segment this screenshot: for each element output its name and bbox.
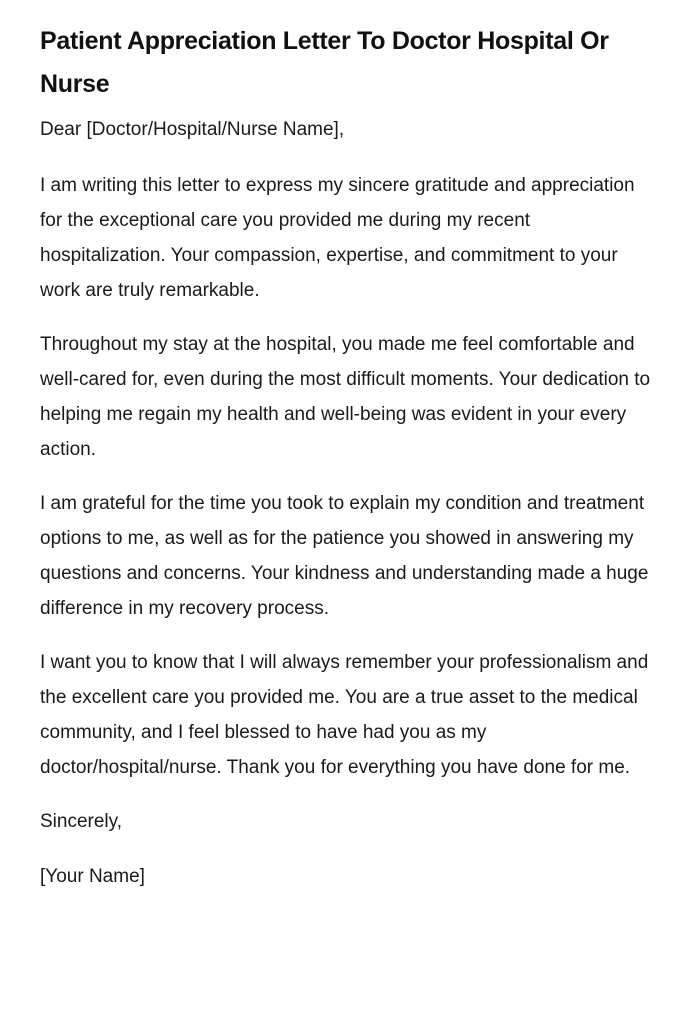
letter-title: Patient Appreciation Letter To Doctor Hospital Or Nurse [40, 27, 609, 98]
letter-salutation: Dear [Doctor/Hospital/Nurse Name], [40, 119, 345, 140]
letter-paragraph: Throughout my stay at the hospital, you made me feel comfortable and well-cared for, even during the most difficult moments. Your dedication to helping me regain my health and well-being was evident in your every action. [40, 334, 651, 460]
letter-closing: Sincerely, [40, 811, 123, 832]
letter-paragraph: I am writing this letter to express my sincere gratitude and appreciation for the exceptional care you provided me during my recent hospitalization. Your compassion, expertise, and commitment to your work are truly remarkable. [40, 175, 635, 301]
letter-paragraph: I want you to know that I will always remember your professionalism and the excellent care you provided me. You are a true asset to the medical community, and I feel blessed to have had you as my doctor/hospital/nurse. Thank you for everything you have done for me. [40, 652, 649, 778]
letter-paragraph: I am grateful for the time you took to explain my condition and treatment options to me, as well as for the patience you showed in answering my questions and concerns. Your kindness and understanding made a huge difference in my recovery process. [40, 493, 649, 619]
letter-signature: [Your Name] [40, 866, 145, 887]
